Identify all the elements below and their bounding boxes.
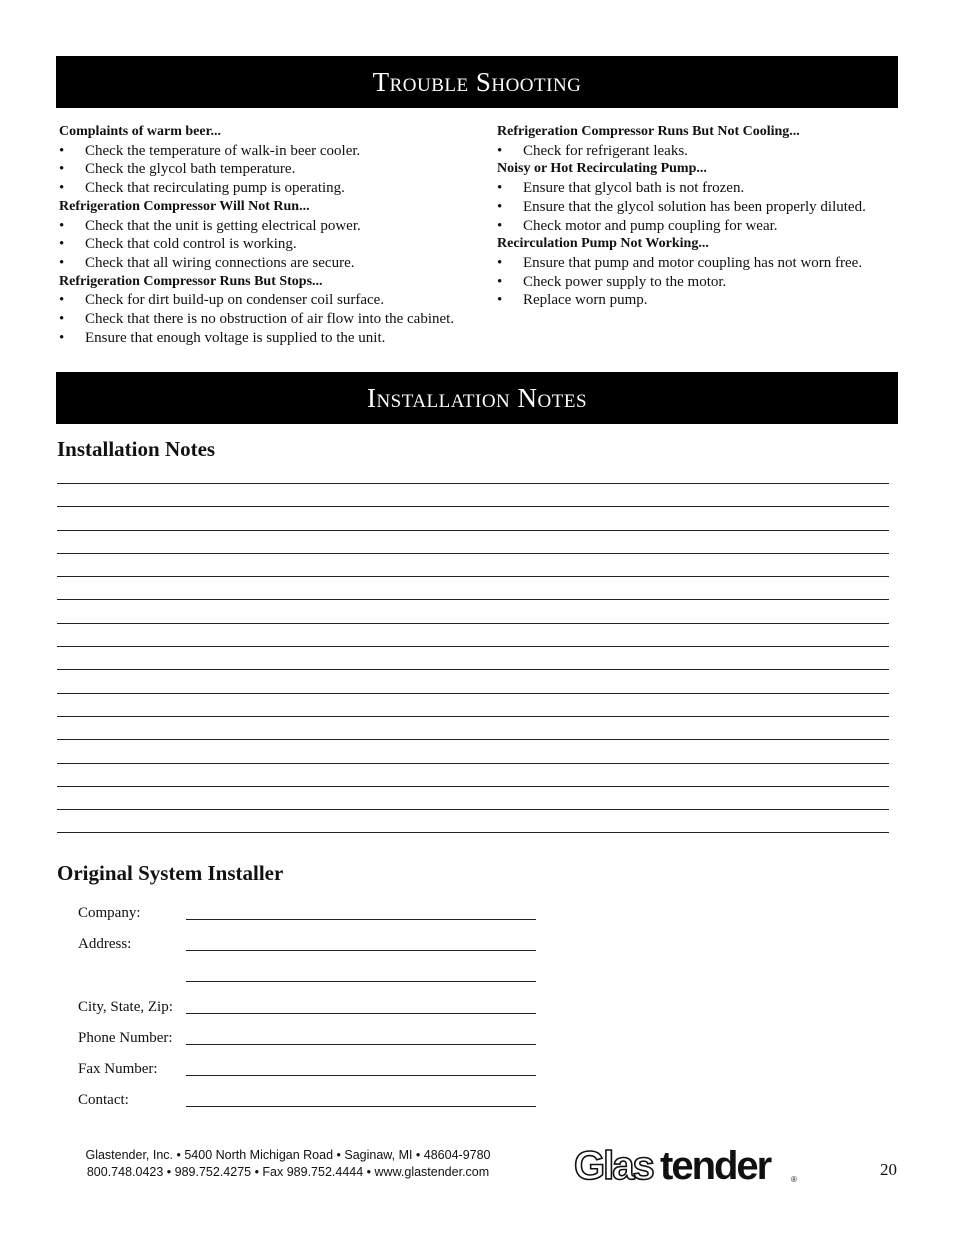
installer-field-label: City, State, Zip: bbox=[78, 999, 173, 1015]
troubleshooting-group-title: Noisy or Hot Recirculating Pump... bbox=[497, 161, 707, 177]
note-line[interactable] bbox=[57, 832, 889, 855]
troubleshooting-item bbox=[59, 179, 489, 198]
bullet-icon: • bbox=[497, 217, 503, 234]
note-line[interactable] bbox=[57, 693, 889, 716]
troubleshooting-item-text: Check motor and pump coupling for wear. bbox=[523, 217, 778, 234]
note-line[interactable] bbox=[57, 506, 889, 529]
troubleshooting-item-text: Check that the unit is getting electrical power. bbox=[85, 217, 361, 234]
troubleshooting-item-text: Check the glycol bath temperature. bbox=[85, 161, 296, 178]
troubleshooting-group-title: Refrigeration Compressor Runs But Stops... bbox=[59, 273, 323, 289]
troubleshooting-group-title: Refrigeration Compressor Will Not Run... bbox=[59, 198, 310, 214]
bullet-icon: • bbox=[497, 273, 503, 290]
troubleshooting-left-column bbox=[59, 123, 489, 347]
troubleshooting-group-title: Refrigeration Compressor Runs But Not Cooling... bbox=[497, 124, 800, 139]
troubleshooting-item bbox=[497, 198, 907, 217]
glastender-logo-registered: ® bbox=[791, 1175, 797, 1184]
note-line[interactable] bbox=[57, 576, 889, 599]
troubleshooting-right-column bbox=[497, 123, 907, 310]
troubleshooting-item-text: Ensure that glycol bath is not frozen. bbox=[523, 180, 745, 197]
bullet-icon: • bbox=[497, 142, 503, 159]
troubleshooting-item bbox=[497, 217, 907, 236]
note-line[interactable] bbox=[57, 646, 889, 669]
troubleshooting-item-text: Replace worn pump. bbox=[523, 292, 648, 309]
installer-field-line[interactable] bbox=[186, 981, 536, 982]
installation-notes-banner-title: Installation Notes bbox=[366, 383, 588, 413]
note-line[interactable] bbox=[57, 669, 889, 692]
installer-field-row bbox=[78, 1092, 548, 1123]
troubleshooting-item bbox=[59, 329, 489, 348]
installer-field-label: Phone Number: bbox=[78, 1030, 173, 1046]
note-line[interactable] bbox=[57, 553, 889, 576]
note-line[interactable] bbox=[57, 716, 889, 739]
note-line[interactable] bbox=[57, 599, 889, 622]
glastender-logo-tender: tender bbox=[660, 1144, 771, 1187]
troubleshooting-item-text: Check that recirculating pump is operating. bbox=[85, 180, 345, 197]
troubleshooting-item bbox=[59, 217, 489, 236]
bullet-icon: • bbox=[59, 329, 65, 346]
troubleshooting-item bbox=[497, 273, 907, 292]
installer-form bbox=[78, 905, 548, 1123]
troubleshooting-item bbox=[497, 291, 907, 310]
troubleshooting-item bbox=[497, 179, 907, 198]
note-line[interactable] bbox=[57, 483, 889, 506]
installer-field-row bbox=[78, 967, 548, 999]
troubleshooting-item bbox=[497, 142, 907, 161]
troubleshooting-group-title: Recirculation Pump Not Working... bbox=[497, 236, 709, 252]
troubleshooting-item bbox=[59, 291, 489, 310]
installer-field-line[interactable] bbox=[186, 1106, 536, 1107]
installer-field-line[interactable] bbox=[186, 1044, 536, 1045]
troubleshooting-item bbox=[59, 142, 489, 161]
troubleshooting-item bbox=[59, 254, 489, 273]
bullet-icon: • bbox=[59, 236, 65, 253]
installer-field-row bbox=[78, 999, 548, 1030]
troubleshooting-item bbox=[59, 310, 489, 329]
footer-address-line2: 800.748.0423 • 989.752.4275 • Fax 989.752.4444 • www.glastender.com bbox=[86, 1165, 490, 1179]
glastender-logo bbox=[572, 1141, 802, 1187]
footer-address-line1: Glastender, Inc. • 5400 North Michigan Road • Saginaw, MI • 48604-9780 bbox=[85, 1148, 491, 1162]
bullet-icon: • bbox=[59, 217, 65, 234]
note-line[interactable] bbox=[57, 786, 889, 809]
installer-field-line[interactable] bbox=[186, 1075, 536, 1076]
troubleshooting-item-text: Ensure that enough voltage is supplied to the unit. bbox=[85, 329, 386, 346]
installer-field-label: Address: bbox=[78, 936, 132, 952]
troubleshooting-item-text: Check that cold control is working. bbox=[85, 236, 297, 253]
note-line[interactable] bbox=[57, 739, 889, 762]
installer-field-row bbox=[78, 1061, 548, 1092]
troubleshooting-item-text: Check power supply to the motor. bbox=[523, 273, 727, 290]
troubleshooting-item-text: Ensure that pump and motor coupling has not worn free. bbox=[523, 254, 863, 271]
troubleshooting-group-title: Complaints of warm beer... bbox=[59, 124, 222, 139]
troubleshooting-item bbox=[59, 235, 489, 254]
installer-field-label: Contact: bbox=[78, 1092, 129, 1108]
troubleshooting-item-text: Check that all wiring connections are secure. bbox=[85, 254, 355, 271]
installation-notes-banner bbox=[56, 372, 898, 424]
bullet-icon: • bbox=[497, 198, 503, 215]
page-number: 20 bbox=[880, 1160, 897, 1179]
footer-address bbox=[48, 1147, 528, 1181]
bullet-icon: • bbox=[59, 311, 65, 328]
note-line[interactable] bbox=[57, 530, 889, 553]
troubleshooting-item bbox=[497, 254, 907, 273]
troubleshooting-item-text: Ensure that the glycol solution has been properly diluted. bbox=[523, 198, 866, 215]
troubleshooting-item-text: Check that there is no obstruction of air flow into the cabinet. bbox=[85, 311, 455, 328]
installer-field-line[interactable] bbox=[186, 950, 536, 951]
installer-field-row bbox=[78, 905, 548, 936]
installer-field-row bbox=[78, 1030, 548, 1061]
bullet-icon: • bbox=[497, 180, 503, 197]
troubleshooting-banner bbox=[56, 56, 898, 108]
installation-notes-lines bbox=[57, 483, 889, 856]
troubleshooting-item bbox=[59, 160, 489, 179]
note-line[interactable] bbox=[57, 809, 889, 832]
note-line[interactable] bbox=[57, 623, 889, 646]
installer-field-label: Company: bbox=[78, 905, 141, 921]
installer-field-line[interactable] bbox=[186, 919, 536, 920]
installation-notes-heading: Installation Notes bbox=[57, 437, 216, 461]
bullet-icon: • bbox=[497, 254, 503, 271]
installer-field-row bbox=[78, 936, 548, 967]
installer-field-label: Fax Number: bbox=[78, 1061, 158, 1077]
bullet-icon: • bbox=[59, 161, 65, 178]
bullet-icon: • bbox=[59, 254, 65, 271]
troubleshooting-item-text: Check for refrigerant leaks. bbox=[523, 142, 688, 159]
glastender-logo-glas: Glas bbox=[574, 1144, 653, 1187]
bullet-icon: • bbox=[497, 292, 503, 309]
bullet-icon: • bbox=[59, 142, 65, 159]
installer-field-line[interactable] bbox=[186, 1013, 536, 1014]
bullet-icon: • bbox=[59, 180, 65, 197]
note-line[interactable] bbox=[57, 763, 889, 786]
troubleshooting-item-text: Check the temperature of walk-in beer cooler. bbox=[85, 142, 361, 159]
bullet-icon: • bbox=[59, 292, 65, 309]
troubleshooting-banner-title: Trouble Shooting bbox=[372, 67, 582, 97]
original-system-installer-heading: Original System Installer bbox=[57, 861, 284, 885]
troubleshooting-item-text: Check for dirt build-up on condenser coil surface. bbox=[85, 292, 385, 309]
